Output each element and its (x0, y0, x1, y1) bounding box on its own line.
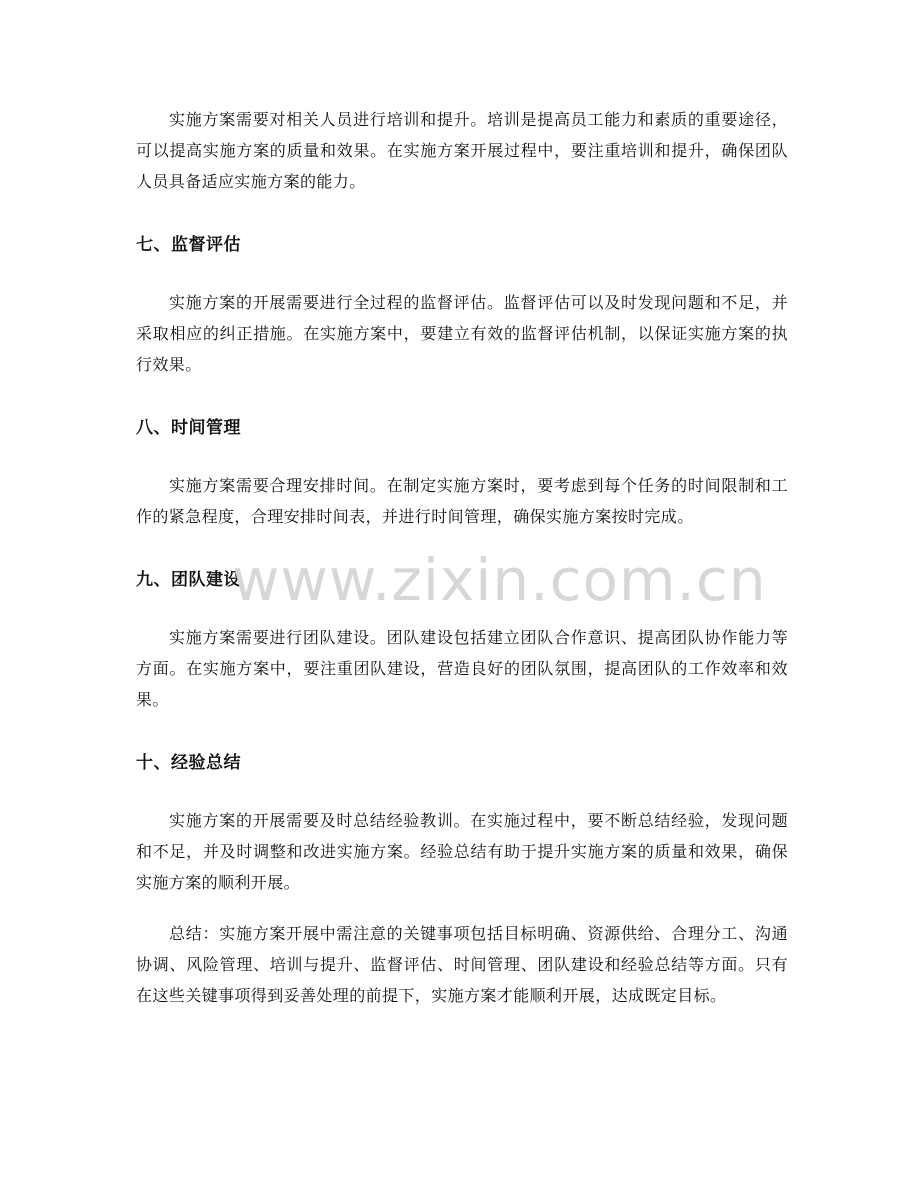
section-paragraph-time-management: 实施方案需要合理安排时间。在制定实施方案时，要考虑到每个任务的时间限制和工作的紧急程度，合理安排时间表，并进行时间管理，确保实施方案按时完成。 (136, 476, 788, 526)
watermark-text: www.zixin.com.cn (232, 546, 767, 614)
section-paragraph-team-building: 实施方案需要进行团队建设。团队建设包括建立团队合作意识、提高团队协作能力等方面。在实施方案中，要注重团队建设，营造良好的团队氛围，提高团队的工作效率和效果。 (136, 628, 788, 709)
section-heading-team-building: 九、团队建设 (136, 570, 241, 590)
section-paragraph-supervision: 实施方案的开展需要进行全过程的监督评估。监督评估可以及时发现问题和不足，并采取相应的纠正措施。在实施方案中，要建立有效的监督评估机制，以保证实施方案的执行效果。 (136, 293, 788, 374)
section-paragraph-experience-summary: 实施方案的开展需要及时总结经验教训。在实施过程中，要不断总结经验，发现问题和不足，并及时调整和改进实施方案。经验总结有助于提升实施方案的质量和效果，确保实施方案的顺利开展。 (136, 811, 788, 892)
summary-paragraph: 总结：实施方案开展中需注意的关键事项包括目标明确、资源供给、合理分工、沟通协调、风险管理、培训与提升、监督评估、时间管理、团队建设和经验总结等方面。只有在这些关键事项得到妥善处理的前提下，实施方案才能顺利开展，达成既定目标。 (136, 924, 788, 1005)
document-body (136, 104, 788, 1011)
section-heading-experience-summary: 十、经验总结 (136, 753, 241, 773)
section-heading-supervision: 七、监督评估 (136, 235, 241, 255)
section-heading-time-management: 八、时间管理 (136, 418, 241, 438)
intro-paragraph: 实施方案需要对相关人员进行培训和提升。培训是提高员工能力和素质的重要途径，可以提高实施方案的质量和效果。在实施方案开展过程中，要注重培训和提升，确保团队人员具备适应实施方案的能力。 (136, 110, 788, 191)
